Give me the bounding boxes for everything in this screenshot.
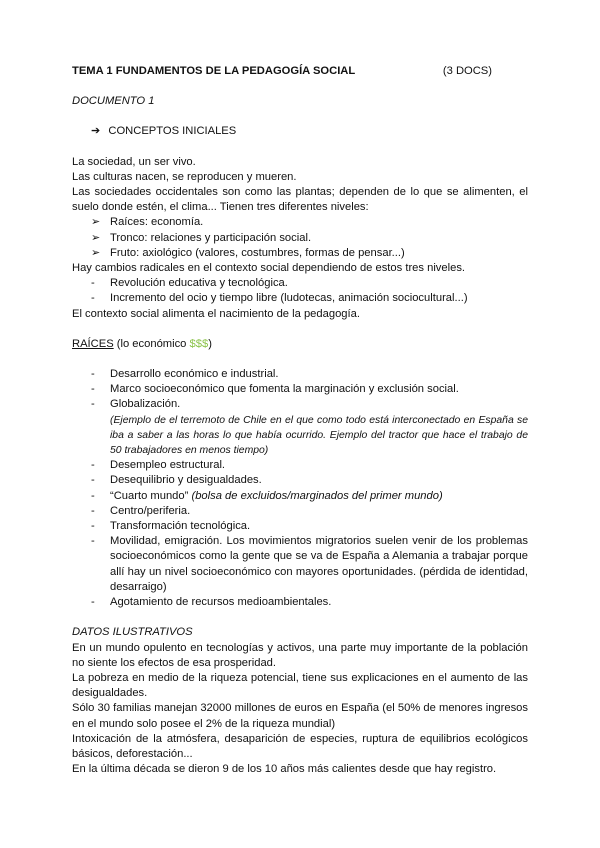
list-item: - Revolución educativa y tecnológica. (72, 276, 528, 291)
money-label: $$$ (189, 337, 209, 350)
paragraph: La sociedad, un ser vivo. (72, 155, 196, 168)
docs-count: (3 DOCS) (442, 65, 492, 77)
globalization-note: (Ejemplo de el terremoto de Chile en el que como todo está interconectado en España se iba a saber a las horas lo que había ocurrido. Ejemplo del tractor que hace el trabajo de 50 trabajadores en menos tiempo) (110, 414, 528, 457)
page-title: TEMA 1 FUNDAMENTOS DE LA PEDAGOGÍA SOCIAL (72, 65, 356, 77)
section-heading-conceptos (72, 124, 528, 139)
list-item: - Movilidad, emigración. Los movimientos migratorios suelen venir de los problemas socioeconómicos como la gente que se va de España a Alemania a trabajar porque allí hay un nivel socioeconómico con mayores oportunidades. (pérdida de identidad, desarraigo) (91, 535, 528, 593)
triangle-bullet-icon: ➢ (91, 216, 101, 229)
paragraph: Sólo 30 familias manejan 32000 millones de euros en España (el 50% de menores ingresos en el mundo solo posee el 2% de la riqueza mundial) (72, 702, 528, 730)
header-row (72, 64, 528, 79)
section-heading-text: CONCEPTOS INICIALES (108, 125, 237, 138)
list-item: ➢ Fruto: axiológico (valores, costumbres, formas de pensar...) (72, 246, 528, 261)
list-item: - Desequilibrio y desigualdades. (91, 474, 262, 487)
dash-bullet: - (91, 292, 95, 305)
arrow-icon: ➔ (91, 125, 101, 138)
triangle-bullet-icon: ➢ (91, 231, 101, 244)
list-item: ➢ Raíces: economía. (72, 215, 528, 230)
list-item: ➢ Tronco: relaciones y participación social. (72, 231, 528, 246)
paragraph: Intoxicación de la atmósfera, desaparición de especies, ruptura de equilibrios ecológicos básicos, deforestación... (72, 732, 528, 760)
document-page (72, 64, 528, 777)
list-item: - “Cuarto mundo” (bolsa de excluidos/marginados del primer mundo) (91, 489, 443, 502)
raices-heading: RAÍCES (lo económico $$$) (72, 337, 212, 350)
datos-heading: DATOS ILUSTRATIVOS (72, 626, 193, 639)
document-label: DOCUMENTO 1 (72, 95, 155, 108)
paragraph: Hay cambios radicales en el contexto social dependiendo de estos tres niveles. (72, 262, 466, 275)
list-item: - Desarrollo económico e industrial. (91, 368, 279, 381)
paragraph: El contexto social alimenta el nacimiento de la pedagogía. (72, 307, 360, 320)
cuarto-mundo-term: “Cuarto mundo” (110, 489, 189, 502)
cuarto-mundo-note: (bolsa de excluidos/marginados del primer mundo) (188, 489, 443, 502)
raices-heading-word: RAÍCES (72, 337, 114, 350)
paragraph: Las sociedades occidentales son como las plantas; dependen de lo que se alimenten, el suelo donde estén, el clima... Tienen tres diferentes niveles: (72, 186, 528, 214)
paragraph: La pobreza en medio de la riqueza potencial, tiene sus explicaciones en el aumento de las desigualdades. (72, 671, 528, 700)
list-item: - Transformación tecnológica. (91, 520, 251, 533)
list-item: - Centro/periferia. (91, 504, 191, 517)
dash-bullet: - (91, 277, 95, 290)
list-item: - Desempleo estructural. (91, 459, 226, 472)
triangle-bullet-icon: ➢ (91, 246, 101, 259)
list-item: - Incremento del ocio y tiempo libre (ludotecas, animación sociocultural...) (72, 291, 528, 306)
list-item: - Marco socioeconómico que fomenta la marginación y exclusión social. (91, 383, 459, 396)
paragraph: En un mundo opulento en tecnologías y activos, una parte muy importante de la población no siente los efectos de esa prosperidad. (72, 641, 528, 669)
paragraph: Las culturas nacen, se reproducen y mueren. (72, 170, 297, 183)
paragraph: En la última década se dieron 9 de los 10 años más calientes desde que hay registro. (72, 763, 497, 776)
list-item: - Agotamiento de recursos medioambientales. (91, 596, 332, 609)
list-item: - Globalización. (91, 398, 181, 411)
